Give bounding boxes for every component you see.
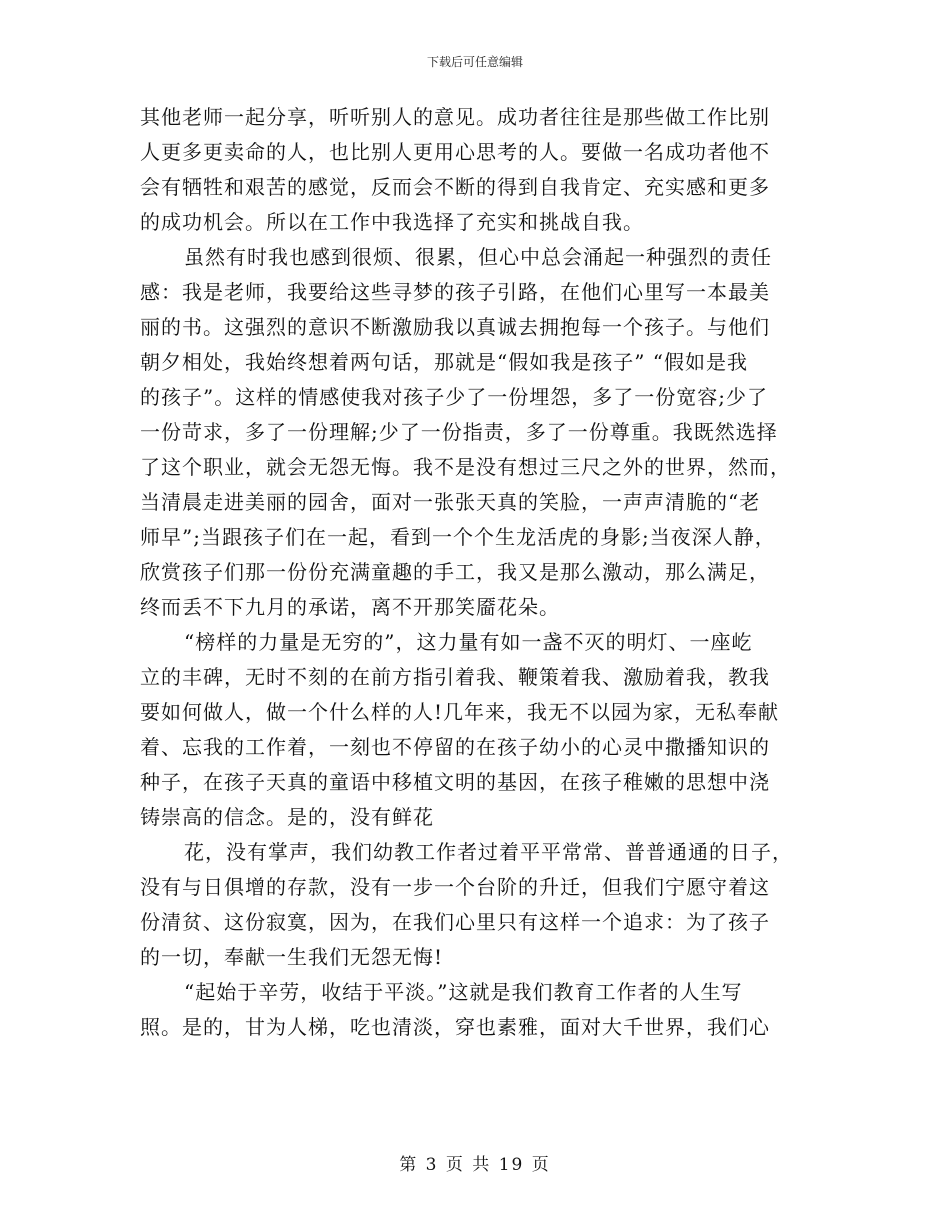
body-line: 师早”;当跟孩子们在一起，看到一个个生龙活虎的身影;当夜深人静， <box>140 525 776 549</box>
body-line: 人更多更卖命的人，也比别人更用心思考的人。要做一名成功者他不 <box>140 140 770 164</box>
body-line: 其他老师一起分享，听听别人的意见。成功者往往是那些做工作比别 <box>140 105 770 129</box>
body-line: 终而丢不下九月的承诺，离不开那笑靥花朵。 <box>140 595 560 619</box>
body-line: 着、忘我的工作着，一刻也不停留的在孩子幼小的心灵中撒播知识的 <box>140 735 770 759</box>
body-line: 当清晨走进美丽的园舍，面对一张张天真的笑脸，一声声清脆的“老 <box>140 490 761 514</box>
body-line: 种子，在孩子天真的童语中移植文明的基因，在孩子稚嫩的思想中浇 <box>140 770 770 794</box>
body-line: 朝夕相处，我始终想着两句话，那就是“假如我是孩子” “假如是我 <box>140 350 749 374</box>
body-line: 的一切，奉献一生我们无怨无悔! <box>140 945 444 969</box>
document-body <box>140 100 806 1045</box>
page-header-note: 下载后可任意编辑 <box>426 55 523 69</box>
body-line: 的孩子”。这样的情感使我对孩子少了一份埋怨，多了一份宽容;少了 <box>140 385 768 409</box>
paragraph-start-line: 花，没有掌声，我们幼教工作者过着平平常常、普普通通的日子， <box>184 840 793 864</box>
paragraph-start-line: “榜样的力量是无穷的”，这力量有如一盏不灭的明灯、一座屹 <box>184 630 753 654</box>
page-number-footer: 第 3 页 共 19 页 <box>399 1155 551 1175</box>
body-line: 铸崇高的信念。是的，没有鲜花 <box>140 805 434 829</box>
body-line: 丽的书。这强烈的意识不断激励我以真诚去拥抱每一个孩子。与他们 <box>140 315 770 339</box>
body-line: 的成功机会。所以在工作中我选择了充实和挑战自我。 <box>140 210 644 234</box>
paragraph-start-line: “起始于辛劳，收结于平淡。”这就是我们教育工作者的人生写 <box>184 980 743 1004</box>
body-line: 没有与日俱增的存款，没有一步一个台阶的升迁，但我们宁愿守着这 <box>140 875 770 899</box>
body-line: 立的丰碑，无时不刻的在前方指引着我、鞭策着我、激励着我，教我 <box>140 665 770 689</box>
body-line: 要如何做人，做一个什么样的人!几年来，我无不以园为家，无私奉献 <box>140 700 780 724</box>
body-line: 一份苛求，多了一份理解;少了一份指责，多了一份尊重。我既然选择 <box>140 420 778 444</box>
paragraph-start-line: 虽然有时我也感到很烦、很累，但心中总会涌起一种强烈的责任 <box>184 245 772 269</box>
body-line: 欣赏孩子们那一份份充满童趣的手工，我又是那么激动，那么满足， <box>140 560 770 584</box>
body-line: 份清贫、这份寂寞，因为，在我们心里只有这样一个追求：为了孩子 <box>140 910 770 934</box>
body-line: 会有牺牲和艰苦的感觉，反而会不断的得到自我肯定、充实感和更多 <box>140 175 770 199</box>
body-line: 感：我是老师，我要给这些寻梦的孩子引路，在他们心里写一本最美 <box>140 280 770 304</box>
body-line: 了这个职业，就会无怨无悔。我不是没有想过三尺之外的世界，然而， <box>140 455 791 479</box>
body-line: 照。是的，甘为人梯，吃也清淡，穿也素雅，面对大千世界，我们心 <box>140 1015 770 1039</box>
